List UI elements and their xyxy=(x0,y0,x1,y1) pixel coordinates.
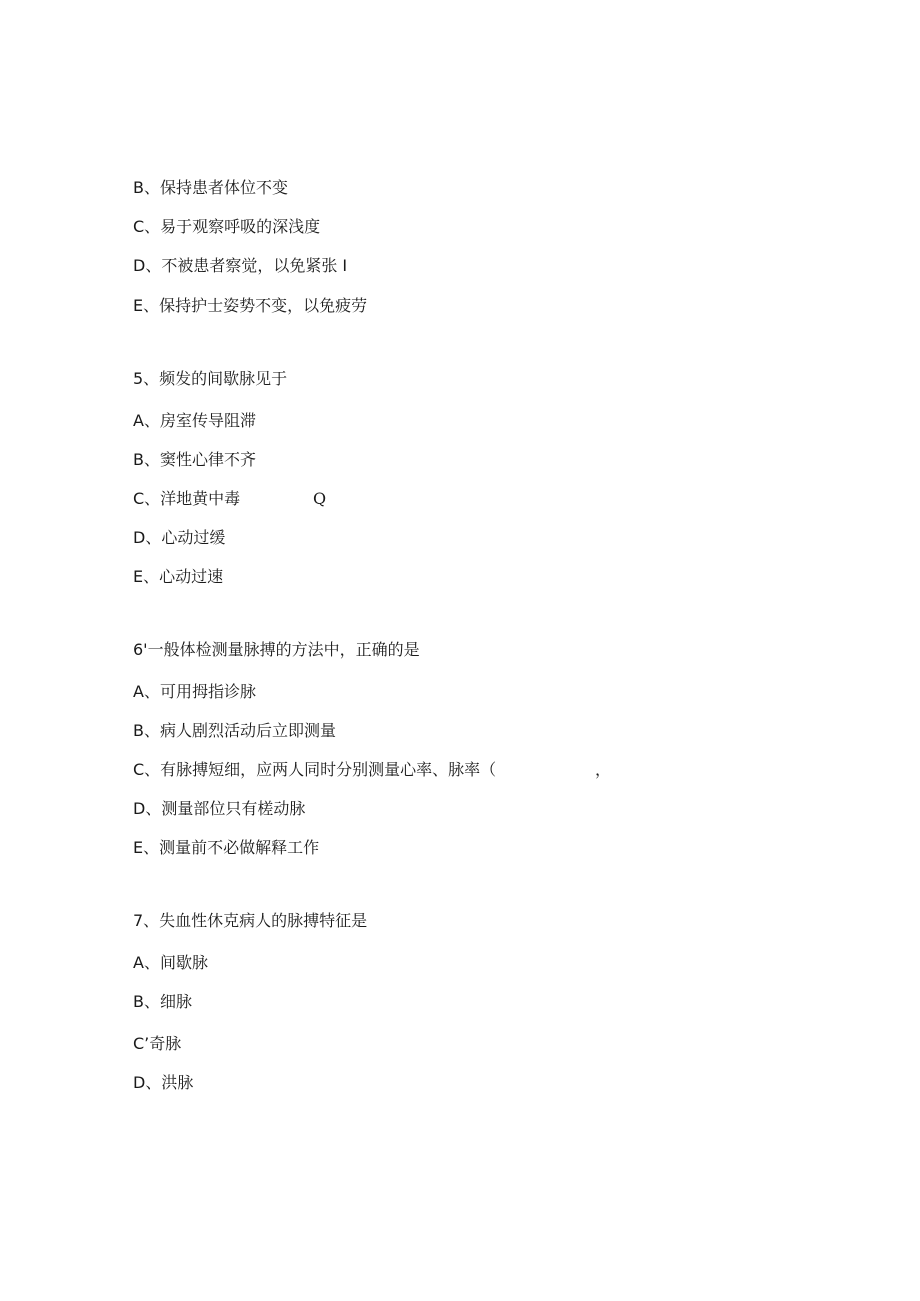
q6-option-c-text: C、有脉搏短细，应两人同时分别测量心率、脉率（ xyxy=(133,760,497,779)
q6-option-c xyxy=(133,760,612,780)
q5-question: 5、频发的间歇脉见于 xyxy=(133,369,288,388)
q6-option-e: E、测量前不必做解释工作 xyxy=(133,838,320,857)
q5-option-d: D、心动过缓 xyxy=(133,528,226,547)
q7-option-b: B、细脉 xyxy=(133,992,192,1011)
q4-option-d: D、不被患者察觉，以免紧张 I xyxy=(133,256,348,275)
q5-option-c xyxy=(133,489,327,509)
q6-option-a: A、可用拇指诊脉 xyxy=(133,682,256,701)
q7-option-c: C’奇脉 xyxy=(133,1034,182,1053)
q7-option-a: A、间歇脉 xyxy=(133,953,208,972)
q4-option-c: C、易于观察呼吸的深浅度 xyxy=(133,217,321,236)
q7-question: 7、失血性休克病人的脉搏特征是 xyxy=(133,911,368,930)
q4-option-e: E、保持护士姿势不变，以免疲劳 xyxy=(133,296,368,315)
q7-option-d: D、洪脉 xyxy=(133,1073,194,1092)
q5-option-b: B、窦性心律不齐 xyxy=(133,450,256,469)
q6-option-c-tail: ， xyxy=(595,760,612,779)
q5-option-e: E、心动过速 xyxy=(133,567,224,586)
q5-option-c-mark: Q xyxy=(313,489,327,508)
q5-option-c-text: C、洋地黄中毒 xyxy=(133,489,241,508)
q6-option-b: B、病人剧烈活动后立即测量 xyxy=(133,721,336,740)
q5-option-a: A、房室传导阻滞 xyxy=(133,411,256,430)
q6-question: 6'一般体检测量脉搏的方法中，正确的是 xyxy=(133,640,420,659)
q6-option-d: D、测量部位只有槎动脉 xyxy=(133,799,306,818)
q4-option-b: B、保持患者体位不变 xyxy=(133,178,288,197)
